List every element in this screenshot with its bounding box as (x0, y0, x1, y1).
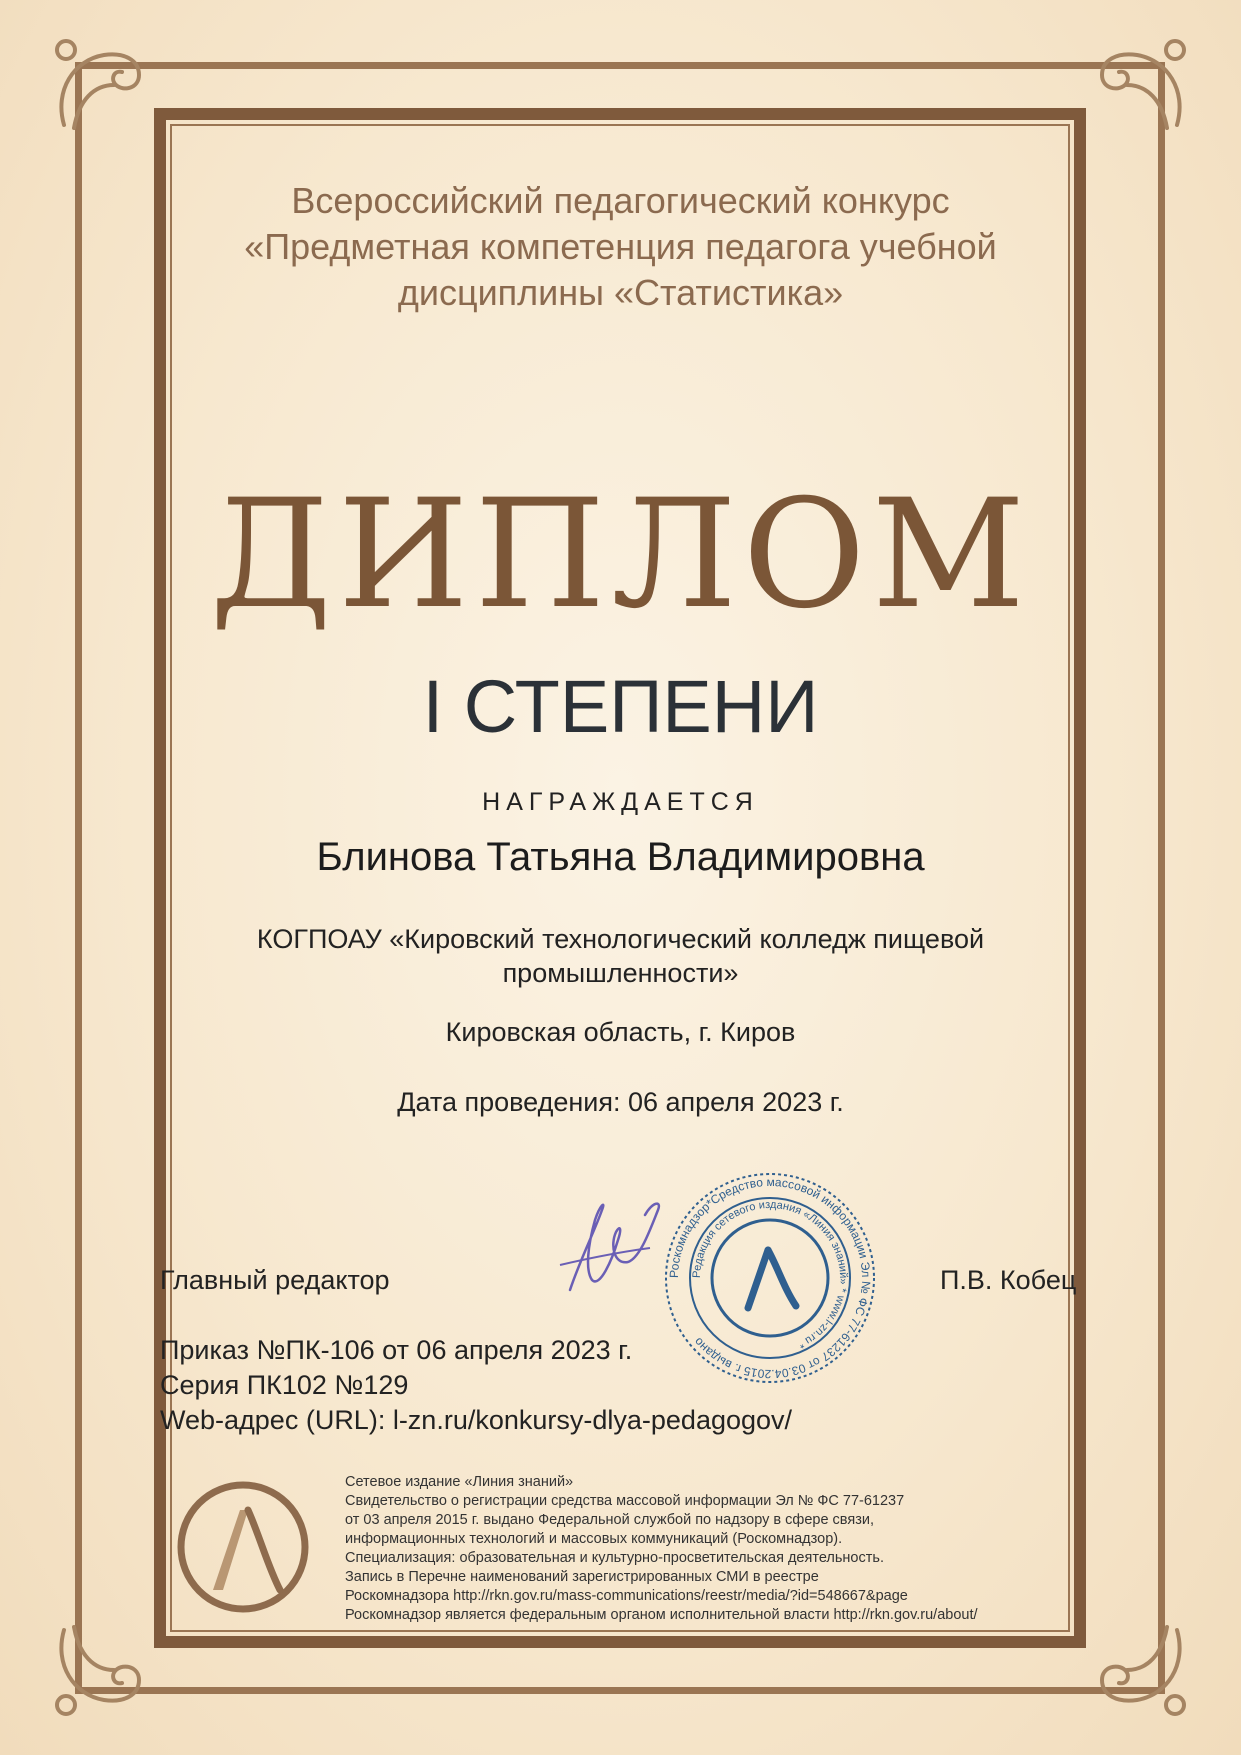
recipient-name: Блинова Татьяна Владимировна (316, 835, 925, 879)
corner-ornament-icon (44, 1615, 154, 1725)
corner-ornament-icon (44, 30, 154, 140)
contest-title (0, 178, 1241, 316)
linia-znanij-logo-icon (168, 1472, 318, 1622)
organization-line: КОГПОАУ «Кировский технологический колледж пищевой (256, 924, 985, 954)
event-date: Дата проведения: 06 апреля 2023 г. (397, 1087, 844, 1117)
contest-title-line: дисциплины «Статистика» (397, 272, 844, 313)
diploma-title: ДИПЛОМ (209, 468, 1032, 642)
organization-line: промышленности» (502, 958, 739, 988)
publisher-info-line: Роскомнадзора http://rkn.gov.ru/mass-communications/reestr/media/?id=548667&page (345, 1588, 908, 1604)
series-number: Серия ПК102 №129 (160, 1370, 409, 1400)
signatory-title: Главный редактор (160, 1265, 390, 1295)
contest-title-line: «Предметная компетенция педагога учебной (244, 226, 997, 267)
publisher-info-line: Сетевое издание «Линия знаний» (345, 1474, 574, 1490)
corner-ornament-icon (1087, 1615, 1197, 1725)
publisher-info-line: Роскомнадзор является федеральным органом исполнительной власти http://rkn.gov.ru/about/ (345, 1607, 978, 1623)
awarded-label: НАГРАЖДАЕТСЯ (482, 788, 759, 816)
publisher-info-line: информационных технологий и массовых коммуникаций (Роскомнадзор). (345, 1531, 843, 1547)
publisher-info-line: Свидетельство о регистрации средства массовой информации Эл № ФС 77-61237 (345, 1493, 905, 1509)
publisher-info-line: Запись в Перечне наименований зарегистрированных СМИ в реестре (345, 1569, 819, 1585)
publisher-info-line: от 03 апреля 2015 г. выдано Федеральной службой по надзору в сфере связи, (345, 1512, 874, 1528)
publisher-info (345, 1473, 978, 1625)
web-address: Web-адрес (URL): l-zn.ru/konkursy-dlya-pedagogov/ (160, 1405, 793, 1435)
publisher-info-line: Специализация: образовательная и культурно-просветительская деятельность. (345, 1550, 884, 1566)
signature (540, 1170, 680, 1310)
order-info (160, 1333, 792, 1438)
contest-title-line: Всероссийский педагогический конкурс (291, 180, 950, 221)
diploma-degree: I СТЕПЕНИ (422, 665, 819, 748)
order-number: Приказ №ПК-106 от 06 апреля 2023 г. (160, 1335, 633, 1365)
stamp-inner-text: Редакция сетевого издания «Линия знаний» * www.l-zn.ru * (690, 1198, 850, 1351)
region: Кировская область, г. Киров (445, 1017, 796, 1047)
stamp-outer-text: Роскомнадзор*Средство массовой информации Эл № ФС 77-61237 от 03.04.2015 г. выдано (666, 1174, 874, 1382)
svg-text:Редакция сетевого издания «Лин (691, 1199, 849, 1351)
organization (0, 922, 1241, 990)
corner-ornament-icon (1087, 30, 1197, 140)
signatory-name: П.В. Кобец (940, 1265, 1077, 1295)
